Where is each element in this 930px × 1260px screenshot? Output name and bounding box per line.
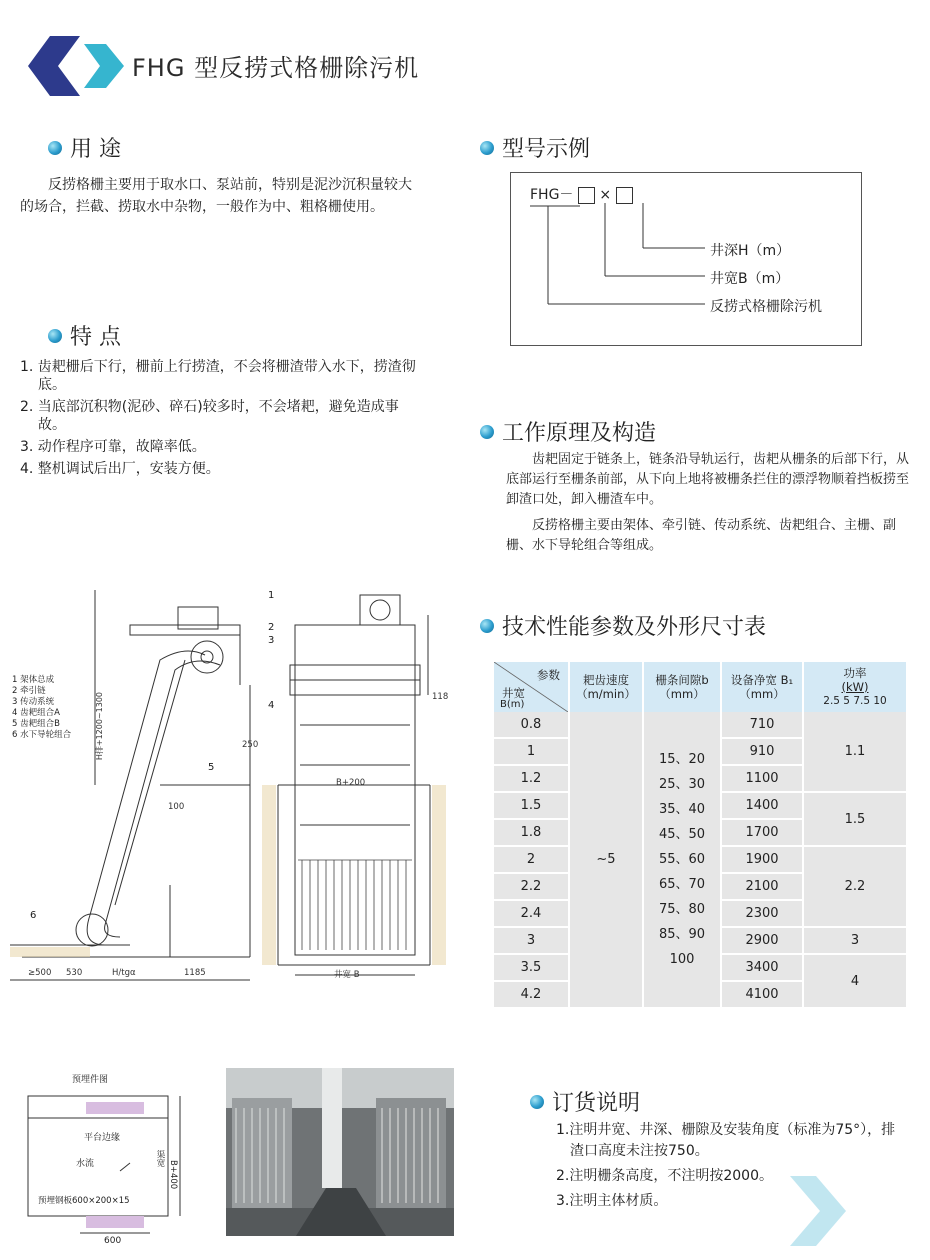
cell-net-width: 1400 — [722, 793, 804, 820]
order-heading-text: 订货说明 — [552, 1091, 641, 1116]
gap-value: 100 — [669, 952, 695, 967]
principle-heading — [480, 416, 656, 447]
usage-text: 反捞格栅主要用于取水口、泵站前，特别是泥沙沉积量较大的场合，拦截、捞取水中杂物，一般作为中、粗格栅使用。 — [20, 177, 412, 215]
cell-net-width: 4100 — [722, 982, 804, 1009]
features-heading — [48, 320, 121, 351]
order-item: 2.注明栅条高度，不注明按2000。 — [556, 1168, 773, 1184]
bullet-icon — [480, 141, 494, 155]
principle-heading-text: 工作原理及构造 — [502, 421, 657, 446]
dim-1185: 1185 — [184, 968, 206, 978]
cell-power: 1.5 — [804, 793, 908, 847]
tech-table — [494, 662, 908, 1009]
cell-net-width: 710 — [722, 712, 804, 739]
order-item: 1.注明井宽、井深、栅隙及安装角度（标准为75°），排渣口高度未注按750。 — [556, 1122, 896, 1159]
legend-item: 2 牵引链 — [12, 686, 46, 696]
cell-width: 1.5 — [494, 793, 570, 820]
cell-gaps — [644, 712, 722, 1009]
model-label-width: 井宽B（m） — [710, 271, 790, 287]
feature-item: 1. 齿耙栅后下行，栅前上行捞渣，不会将栅渣带入水下，捞渣彻底。 — [20, 359, 416, 393]
dim-100: 100 — [168, 802, 185, 812]
dim-htg: H/tgα — [112, 968, 136, 978]
machine-drawing — [10, 585, 480, 985]
col-width-unit: B(m) — [500, 699, 525, 710]
principle-paragraph: 反捞格栅主要由架体、牵引链、传动系统、齿耙组合、主栅、副栅、水下导轮组合等组成。 — [506, 518, 897, 553]
tech-heading — [480, 610, 766, 641]
bullet-icon — [530, 1095, 544, 1109]
model-times: × — [599, 187, 612, 203]
principle-text — [506, 450, 916, 556]
tech-table-header — [494, 662, 908, 712]
dim-b: 井宽 B — [334, 970, 360, 980]
cell-width: 1 — [494, 739, 570, 766]
usage-heading-text: 用 途 — [70, 137, 121, 162]
cell-power: 2.2 — [804, 847, 908, 928]
cell-width: 2 — [494, 847, 570, 874]
tech-heading-text: 技术性能参数及外形尺寸表 — [502, 615, 767, 640]
usage-heading — [48, 132, 121, 163]
dim-b200: B+200 — [336, 778, 366, 788]
power-scale: 2.5 5 7.5 10 — [823, 695, 887, 707]
legend-item: 4 齿耙组合A — [12, 708, 60, 718]
cell-net-width: 1100 — [722, 766, 804, 793]
gap-value: 65、70 — [658, 877, 706, 892]
bullet-icon — [48, 329, 62, 343]
feature-item: 2. 当底部沉积物(泥砂、碎石)较多时，不会堵耙，避免造成事故。 — [20, 399, 399, 433]
feature-item: 4. 整机调试后出厂，安装方便。 — [20, 461, 220, 477]
col-param-width — [494, 662, 570, 712]
features-list — [20, 358, 420, 482]
legend-item: 1 架体总成 — [12, 675, 55, 685]
drawing-num-5: 5 — [208, 762, 215, 773]
model-heading — [480, 132, 590, 163]
principle-paragraph: 齿耙固定于链条上，链条沿导轨运行，齿耙从栅条的后部下行，从底部运行至栅条前部，从下向上地将被栅条拦住的漂浮物顺着挡板捞至卸渣口处，卸入栅渣车中。 — [506, 452, 910, 507]
embed-flow: 水流 — [76, 1159, 95, 1169]
col-net: 设备净宽 B₁（mm） — [722, 662, 804, 712]
order-item: 3.注明主体材质。 — [556, 1193, 668, 1209]
installation-photo — [226, 1068, 454, 1236]
order-heading — [530, 1086, 640, 1117]
cell-width: 3.5 — [494, 955, 570, 982]
gap-value: 55、60 — [658, 852, 706, 867]
page-title: FHG 型反捞式格栅除污机 — [132, 54, 420, 82]
col-power-unit: (kW) — [841, 680, 869, 694]
bullet-icon — [48, 141, 62, 155]
cell-net-width: 910 — [722, 739, 804, 766]
embed-b400: B+400 — [168, 1160, 178, 1190]
model-heading-text: 型号示例 — [502, 137, 591, 162]
order-list — [556, 1120, 906, 1212]
cell-net-width: 1700 — [722, 820, 804, 847]
model-code-prefix: FHG－ — [530, 187, 574, 203]
feature-item: 3. 动作程序可靠，故障率低。 — [20, 439, 206, 455]
drawing-num-2: 2 — [268, 622, 275, 633]
cell-power: 1.1 — [804, 712, 908, 793]
cell-width: 2.4 — [494, 901, 570, 928]
drawing-legend — [12, 675, 71, 741]
col-speed: 耙齿速度（m/min） — [570, 662, 644, 712]
embed-600: 600 — [104, 1236, 122, 1246]
col-param: 参数 — [537, 668, 560, 682]
cell-power: 3 — [804, 928, 908, 955]
embed-plate: 预埋钢板600×200×15 — [38, 1196, 130, 1206]
gap-value: 75、80 — [658, 902, 706, 917]
legend-item: 5 齿耙组合B — [12, 719, 60, 729]
decor-chevron-icon — [790, 1176, 850, 1246]
cell-width: 1.2 — [494, 766, 570, 793]
cell-net-width: 2300 — [722, 901, 804, 928]
cell-net-width: 2100 — [722, 874, 804, 901]
embed-title: 预埋件图 — [72, 1075, 109, 1085]
bullet-icon — [480, 619, 494, 633]
cell-width: 2.2 — [494, 874, 570, 901]
dim-250: 250 — [242, 740, 259, 750]
tech-table-row — [494, 712, 908, 739]
embed-platform: 平台边缘 — [84, 1133, 121, 1143]
col-power — [804, 662, 908, 712]
cell-net-width: 3400 — [722, 955, 804, 982]
cell-width: 3 — [494, 928, 570, 955]
embed-drawing — [20, 1068, 200, 1248]
cell-width: 1.8 — [494, 820, 570, 847]
legend-item: 3 传动系统 — [12, 697, 55, 707]
gap-value: 25、30 — [658, 777, 706, 792]
cell-net-width: 2900 — [722, 928, 804, 955]
dim-530: 530 — [66, 968, 83, 978]
col-gap: 栅条间隙b（mm） — [644, 662, 722, 712]
dim-height: H排+1200~1300 — [95, 692, 104, 761]
col-width: 井宽 — [502, 686, 525, 700]
model-label-name: 反捞式格栅除污机 — [710, 299, 822, 315]
model-label-depth: 井深H（m） — [710, 243, 791, 259]
cell-width: 4.2 — [494, 982, 570, 1009]
legend-item: 6 水下导轮组合 — [12, 730, 72, 740]
cell-speed: ~5 — [570, 712, 644, 1009]
features-heading-text: 特 点 — [70, 325, 121, 350]
model-leader-lines — [510, 172, 862, 346]
col-power-label: 功率 — [843, 666, 867, 680]
cell-power: 4 — [804, 955, 908, 1009]
dim-118: 118 — [432, 692, 449, 702]
dim-500: ≥500 — [28, 968, 52, 978]
gap-value: 85、90 — [658, 927, 706, 942]
gap-value: 45、50 — [658, 827, 706, 842]
gap-value: 35、40 — [658, 802, 706, 817]
drawing-num-1: 1 — [268, 590, 275, 601]
brand-logo-icon — [28, 36, 124, 96]
cell-width: 0.8 — [494, 712, 570, 739]
cell-net-width: 1900 — [722, 847, 804, 874]
bullet-icon — [480, 425, 494, 439]
embed-well: 渠宽 — [155, 1150, 165, 1167]
gap-value: 15、20 — [658, 752, 706, 767]
drawing-num-3: 3 — [268, 635, 275, 646]
drawing-num-6: 6 — [30, 910, 37, 921]
drawing-num-4: 4 — [268, 700, 275, 711]
